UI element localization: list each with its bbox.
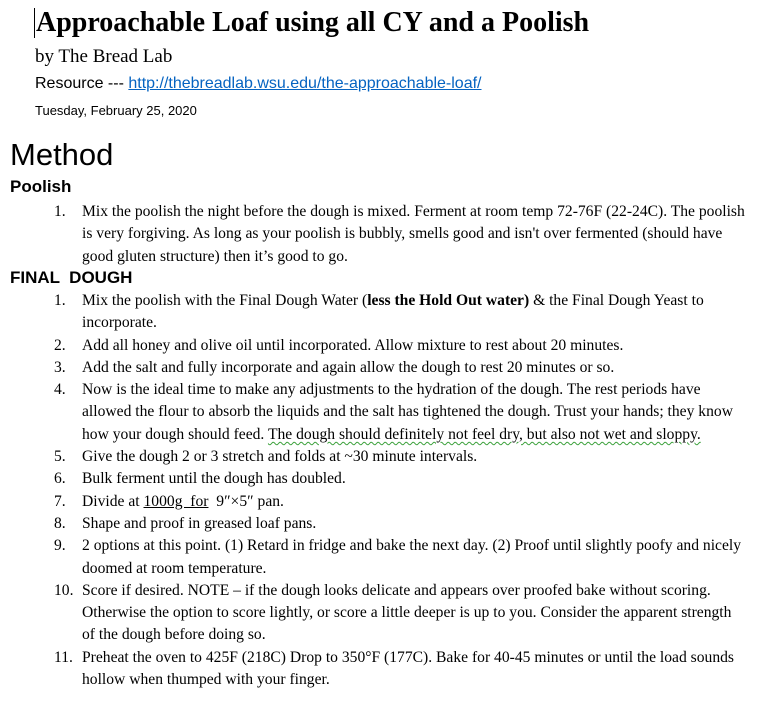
list-item xyxy=(0,513,758,535)
step-text: Mix the poolish the night before the dough is mixed. Ferment at room temp 72-76F (22-24C). The poolish is very forgiving. As long as your poolish is bubbly, smells good and isn't over fermented (should have good gluten structure) then it’s good to go. xyxy=(82,203,745,265)
step-number: 3. xyxy=(54,358,66,376)
step-number: 5. xyxy=(54,448,66,466)
final-dough-heading-text: FINAL DOUGH xyxy=(10,268,133,287)
list-item xyxy=(0,201,758,268)
step-text: Divide at xyxy=(82,492,144,510)
list-item xyxy=(0,290,758,335)
step-text: Shape and proof in greased loaf pans. xyxy=(82,514,317,532)
step-text: Score if desired. NOTE – if the dough looks delicate and appears over proofed bake without scoring. Otherwise the option to score lightly, or score a little deeper is up to you. Consider the apparent strength of the dough before doing so. xyxy=(82,581,732,644)
step-number: 4. xyxy=(54,381,66,399)
step-number: 1. xyxy=(54,292,66,309)
list-item xyxy=(0,535,758,580)
text-cursor xyxy=(34,8,35,38)
step-number: 7. xyxy=(54,492,66,510)
list-item xyxy=(0,335,758,357)
step-text: Mix the poolish with the Final Dough Water ( xyxy=(82,292,368,309)
poolish-heading: Poolish xyxy=(10,177,72,196)
step-number: 11. xyxy=(54,648,73,666)
list-item xyxy=(0,491,758,513)
step-text: Add the salt and fully incorporate and again allow the dough to rest 20 minutes or so. xyxy=(82,358,615,376)
step-text-bold: less the Hold Out water) xyxy=(367,292,530,309)
list-item xyxy=(0,446,758,468)
step-number: 8. xyxy=(54,514,66,532)
step-number: 10. xyxy=(54,581,74,599)
step-text-underlined: 1000g for xyxy=(143,492,209,510)
step-text: Give the dough 2 or 3 stretch and folds at ~30 minute intervals. xyxy=(82,448,478,466)
step-text: 9″×5″ pan. xyxy=(208,492,284,510)
date-stamp: Tuesday, February 25, 2020 xyxy=(35,103,197,118)
final-dough-heading xyxy=(10,267,132,289)
step-text: 2 options at this point. (1) Retard in fridge and bake the next day. (2) Proof until slightly poofy and nicely doomed at room temperature. xyxy=(82,537,741,577)
resource-line xyxy=(35,75,482,93)
list-item xyxy=(0,468,758,490)
list-item xyxy=(0,357,758,379)
step-text: & the Final Dough Yeast to incorporate. xyxy=(82,292,704,332)
step-number: 9. xyxy=(54,537,66,555)
resource-link[interactable]: http://thebreadlab.wsu.edu/the-approachable-loaf/ xyxy=(128,75,482,92)
list-item xyxy=(0,647,758,692)
step-number: 1. xyxy=(54,203,66,220)
step-text: Preheat the oven to 425F (218C) Drop to 350°F (177C). Bake for 40-45 minutes or until the load sounds hollow when thumped with your finger. xyxy=(82,648,734,689)
page-title: Approachable Loaf using all CY and a Poolish xyxy=(36,7,590,38)
list-item xyxy=(0,580,758,647)
step-number: 2. xyxy=(54,336,66,354)
step-text: Add all honey and olive oil until incorporated. Allow mixture to rest about 20 minutes. xyxy=(82,336,624,354)
step-text-grammar-flagged: The dough should definitely not feel dry, but also not wet and sloppy. xyxy=(267,425,701,443)
method-heading: Method xyxy=(10,137,114,172)
step-text: Now is the ideal time to make any adjustments to the hydration of the dough. The rest periods have allowed the flour to absorb the liquids and the salt has tightened the dough. Trust your hands; they know how your dough should feed. xyxy=(82,381,733,443)
final-dough-steps xyxy=(0,290,758,691)
byline: by The Bread Lab xyxy=(35,46,173,67)
resource-label: Resource --- xyxy=(35,75,129,92)
list-item xyxy=(0,379,758,446)
step-number: 6. xyxy=(54,470,66,488)
step-text: Bulk ferment until the dough has doubled. xyxy=(82,470,346,488)
poolish-steps xyxy=(0,201,758,268)
